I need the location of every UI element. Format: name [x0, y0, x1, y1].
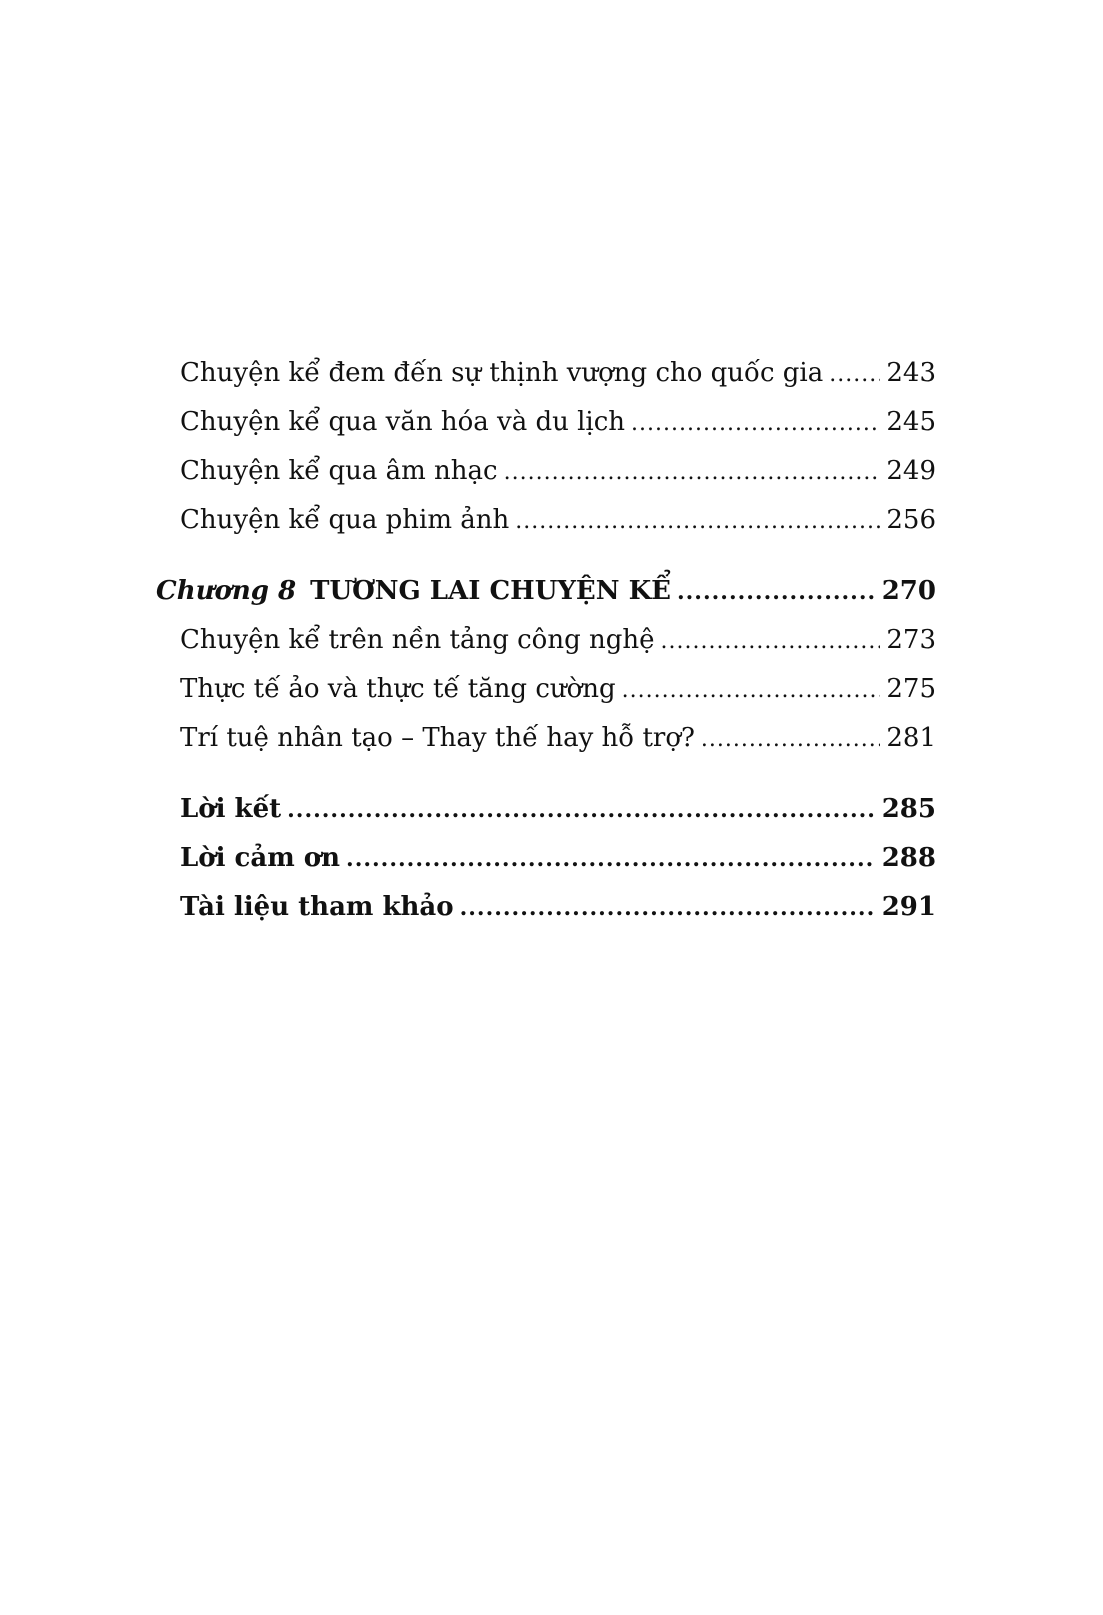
toc-entry[interactable]: [156, 407, 936, 456]
toc-entry[interactable]: [156, 625, 936, 674]
toc-entry-page: 249: [886, 456, 936, 486]
toc-entry-page: 281: [886, 723, 936, 753]
dot-leader: [460, 895, 876, 921]
toc-entry-title: Chuyện kể qua văn hóa và du lịch: [180, 407, 626, 437]
toc-chapter-heading[interactable]: [156, 576, 936, 625]
chapter-title: TƯƠNG LAI CHUYỆN KỂ: [310, 576, 671, 606]
toc-entry-page: 285: [881, 794, 936, 824]
toc-entry-page: 273: [886, 625, 936, 655]
toc-entry-title: Lời kết: [180, 794, 282, 824]
dot-leader: [287, 797, 876, 823]
dot-leader: [701, 727, 880, 752]
toc-entry[interactable]: [156, 723, 936, 772]
toc-entry-title: Chuyện kể qua phim ảnh: [180, 505, 510, 535]
toc-back-matter-entry[interactable]: [156, 892, 936, 941]
dot-leader: [661, 629, 881, 654]
toc-entry-title: Thực tế ảo và thực tế tăng cường: [180, 674, 616, 704]
toc-entry[interactable]: [156, 505, 936, 554]
toc-entry-title: Trí tuệ nhân tạo – Thay thế hay hỗ trợ?: [180, 723, 695, 753]
toc-entry-title: Chuyện kể trên nền tảng công nghệ: [180, 625, 655, 655]
dot-leader: [346, 846, 876, 872]
toc-entry-page: 243: [886, 358, 936, 388]
dot-leader: [622, 678, 881, 703]
toc-entry-title: Chuyện kể đem đến sự thịnh vượng cho quốc gia: [180, 358, 824, 388]
table-of-contents: [156, 358, 936, 941]
chapter-page: 270: [881, 576, 936, 606]
toc-entry-page: 256: [886, 505, 936, 535]
toc-entry-title: Lời cảm ơn: [180, 843, 341, 873]
toc-back-matter-entry[interactable]: [156, 843, 936, 892]
dot-leader: [677, 579, 876, 605]
chapter-number: Chương 8: [156, 576, 297, 606]
toc-entry-page: 275: [886, 674, 936, 704]
toc-entry[interactable]: [156, 358, 936, 407]
toc-back-matter-entry[interactable]: [156, 794, 936, 843]
toc-entry-page: 291: [881, 892, 936, 922]
toc-entry[interactable]: [156, 456, 936, 505]
dot-leader: [631, 411, 880, 436]
toc-entry-page: 245: [886, 407, 936, 437]
dot-leader: [515, 509, 880, 534]
toc-entry-title: Chuyện kể qua âm nhạc: [180, 456, 498, 486]
toc-entry-title: Tài liệu tham khảo: [180, 892, 454, 922]
dot-leader: [829, 362, 880, 387]
toc-entry-page: 288: [881, 843, 936, 873]
dot-leader: [504, 460, 881, 485]
toc-entry[interactable]: [156, 674, 936, 723]
